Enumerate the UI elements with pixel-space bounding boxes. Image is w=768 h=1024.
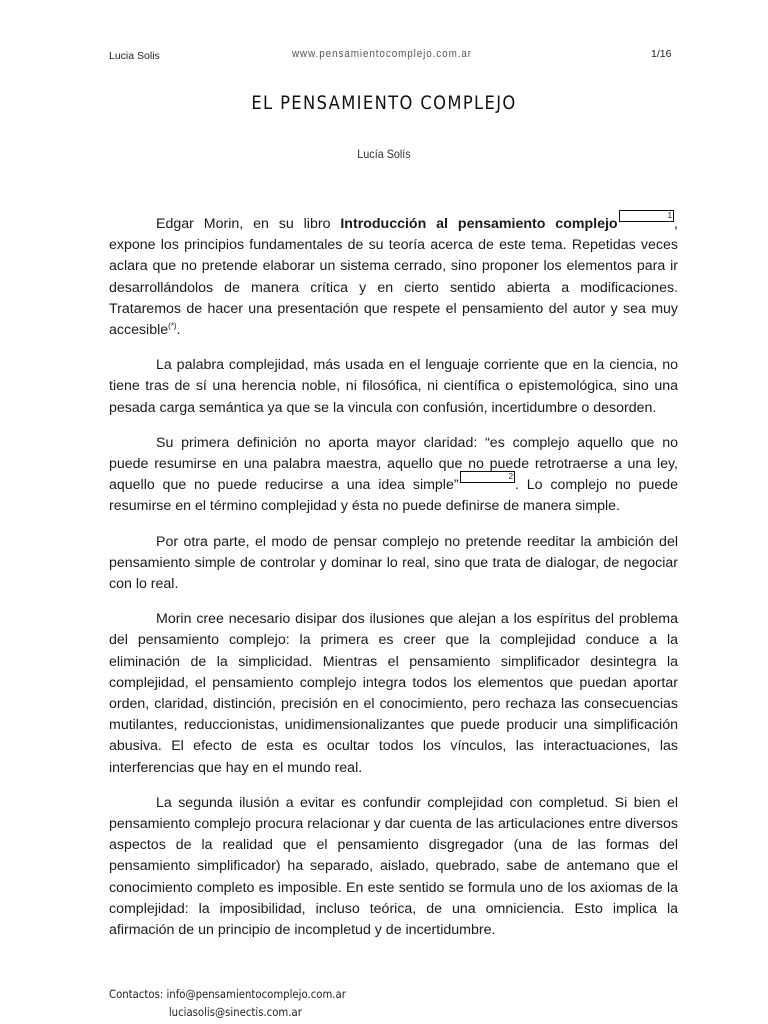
header-author: Lucia Solis xyxy=(109,50,160,62)
paragraph-3: Su primera definición no aporta mayor claridad: “es complejo aquello que no puede resumirse en una palabra maestra, aquello que no puede retrotraerse a una ley, aquello que no puede reducirse a una idea simple”2. Lo complejo no puede resumirse en el término complejidad y ésta no puede definirse de manera simple. xyxy=(109,434,678,515)
footnote-ref-1[interactable]: 1 xyxy=(619,210,674,222)
footer-contacts xyxy=(109,987,346,1019)
document-byline: Lucía Solís xyxy=(357,147,411,161)
footer-email-2[interactable]: luciasolis@sinectis.com.ar xyxy=(168,1005,302,1019)
paragraph-1: Edgar Morin, en su libro Introducción al pensamiento complejo1, expone los principios fundamentales de su teoría acerca de este tema. Repetidas veces aclara que no pretende elaborar un sistema cerrado, sino proponer los elementos para ir desarrollándolos de manera crítica y en cierto sentido abierta a modificaciones. Trataremos de hacer una presentación que respete el pensamiento del autor y sea muy accesible(*). xyxy=(109,211,678,339)
header-url[interactable]: www.pensamientocomplejo.com.ar xyxy=(292,48,472,60)
paragraph-4: Por otra parte, el modo de pensar complejo no pretende reeditar la ambición del pensamiento simple de controlar y dominar lo real, sino que trata de dialogar, de negociar con lo real. xyxy=(109,533,678,593)
document-title: EL PENSAMIENTO COMPLEJO xyxy=(251,92,517,114)
book-title: Introducción al pensamiento complejo xyxy=(340,216,618,232)
footer-email-1[interactable]: Contactos: info@pensamientocomplejo.com.ar xyxy=(109,987,346,1001)
paragraph-2: La palabra complejidad, más usada en el lenguaje corriente que en la ciencia, no tiene tras de sí una herencia noble, ni filosófica, ni científica o epistemológica, sino una pesada carga semántica ya que se la vincula con confusión, incertidumbre o desorden. xyxy=(109,357,678,416)
paragraph-6: La segunda ilusión a evitar es confundir complejidad con completud. Si bien el pensamiento complejo procura relacionar y dar cuenta de las articulaciones entre diversos aspectos de la realidad que el pensamiento disgregador (una de las formas del pensamiento simplificador) ha separado, aislado, quebrado, sabe de antemano que el conocimiento completo es imposible. En este sentido se formula uno de los axiomas de la complejidad: la imposibilidad, incluso teórica, de una omniciencia. Esto implica la afirmación de un principio de incompletud y de incertidumbre. xyxy=(109,794,678,939)
footnote-ref-2[interactable]: 2 xyxy=(460,471,515,483)
note-marker: (*) xyxy=(168,321,177,331)
document-body xyxy=(109,211,678,955)
paragraph-5: Morin cree necesario disipar dos ilusiones que alejan a los espíritus del problema del pensamiento complejo: la primera es creer que la complejidad conduce a la eliminación de la simplicidad. Mientras el pensamiento simplificador desintegra la complejidad, el pensamiento complejo integra todos los elementos que puedan aportar orden, claridad, distinción, precisión en el conocimiento, pero rechaza las consecuencias mutilantes, reduccionistas, unidimensionalizantes que puede producir una simplificación abusiva. El efecto de esta es ocultar todos los vínculos, las interactuaciones, las interferencias que hay en el mundo real. xyxy=(109,611,678,776)
page-number: 1/16 xyxy=(651,48,672,60)
